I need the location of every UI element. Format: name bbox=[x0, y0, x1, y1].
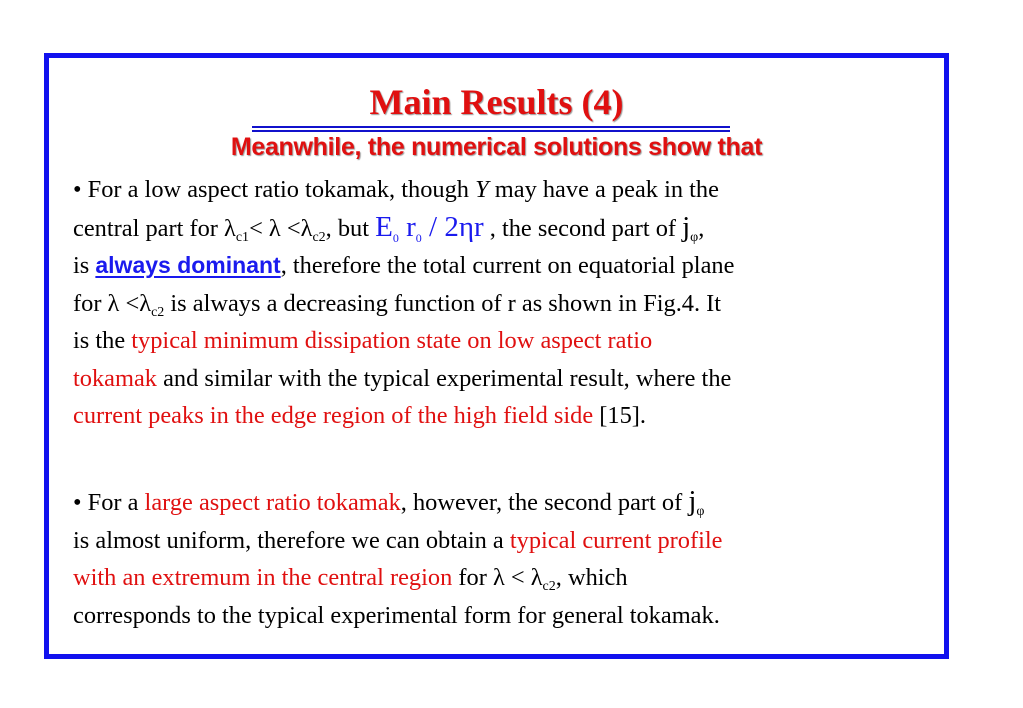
text: , which bbox=[555, 564, 628, 591]
symbol-lambda: λ bbox=[492, 564, 505, 591]
paragraph-low-aspect bbox=[73, 171, 933, 435]
text: • For a bbox=[73, 489, 145, 516]
highlight-text: with an extremum in the central region bbox=[73, 564, 453, 591]
paragraph-large-aspect bbox=[73, 483, 933, 634]
symbol-y: Y bbox=[475, 176, 489, 203]
highlight-text: large aspect ratio tokamak bbox=[144, 489, 401, 516]
text: central part for bbox=[73, 214, 225, 242]
highlight-text: typical minimum dissipation state on low aspect ratio bbox=[131, 327, 653, 354]
slide-title: Main Results (4) bbox=[369, 82, 624, 122]
subscript-0: 0 bbox=[415, 230, 422, 245]
subscript-phi: φ bbox=[696, 504, 705, 519]
text: , bbox=[698, 214, 705, 242]
symbol-j: j bbox=[688, 485, 697, 517]
slide-subtitle: Meanwhile, the numerical solutions show that bbox=[230, 133, 763, 161]
subscript-c1: c1 bbox=[235, 229, 250, 245]
text: < bbox=[280, 214, 301, 242]
symbol-e: E bbox=[375, 210, 393, 243]
subscript-c2: c2 bbox=[542, 579, 556, 594]
text: < bbox=[504, 564, 531, 591]
text: corresponds to the typical experimental form for general tokamak. bbox=[73, 601, 720, 629]
symbol-lambda: λ bbox=[139, 289, 152, 317]
symbol-lambda: λ bbox=[107, 289, 120, 317]
text: , the second part of bbox=[483, 214, 683, 242]
text: is always a decreasing function of r as shown in Fig.4. It bbox=[164, 289, 722, 317]
highlight-text: typical current profile bbox=[509, 526, 723, 554]
subscript-c2: c2 bbox=[312, 229, 326, 245]
symbol-lambda: λ bbox=[224, 214, 236, 242]
symbol-lambda: λ bbox=[530, 564, 543, 591]
symbol-j: j bbox=[682, 210, 691, 243]
symbol-r: r bbox=[398, 210, 416, 243]
symbol-lambda: λ bbox=[300, 214, 313, 242]
expression-e0r0 bbox=[375, 211, 484, 243]
text: for bbox=[73, 289, 108, 317]
subscript-phi: φ bbox=[690, 229, 699, 245]
text: is almost uniform, therefore we can obtain a bbox=[73, 526, 510, 554]
text: is the bbox=[73, 327, 132, 354]
text: for bbox=[452, 564, 493, 591]
highlight-text: tokamak bbox=[73, 364, 157, 392]
always-dominant-emphasis: always dominant bbox=[95, 252, 281, 278]
text: and similar with the typical experimental result, where the bbox=[157, 364, 732, 392]
text: , however, the second part of bbox=[400, 489, 689, 516]
symbol-lambda: λ bbox=[268, 214, 281, 242]
citation: [15]. bbox=[593, 402, 647, 429]
text: • For a low aspect ratio tokamak, though bbox=[73, 176, 476, 203]
slide-frame bbox=[44, 53, 949, 659]
text: is bbox=[73, 252, 96, 279]
subscript-0: 0 bbox=[392, 230, 399, 245]
text: < bbox=[119, 289, 140, 317]
expression-tail: / 2ηr bbox=[421, 210, 484, 243]
text: , but bbox=[325, 214, 376, 242]
text: < bbox=[249, 214, 269, 242]
highlight-text: current peaks in the edge region of the high field side bbox=[73, 402, 594, 429]
text: may have a peak in the bbox=[488, 176, 719, 203]
subscript-c2: c2 bbox=[151, 304, 165, 320]
text: , therefore the total current on equatorial plane bbox=[280, 252, 735, 279]
